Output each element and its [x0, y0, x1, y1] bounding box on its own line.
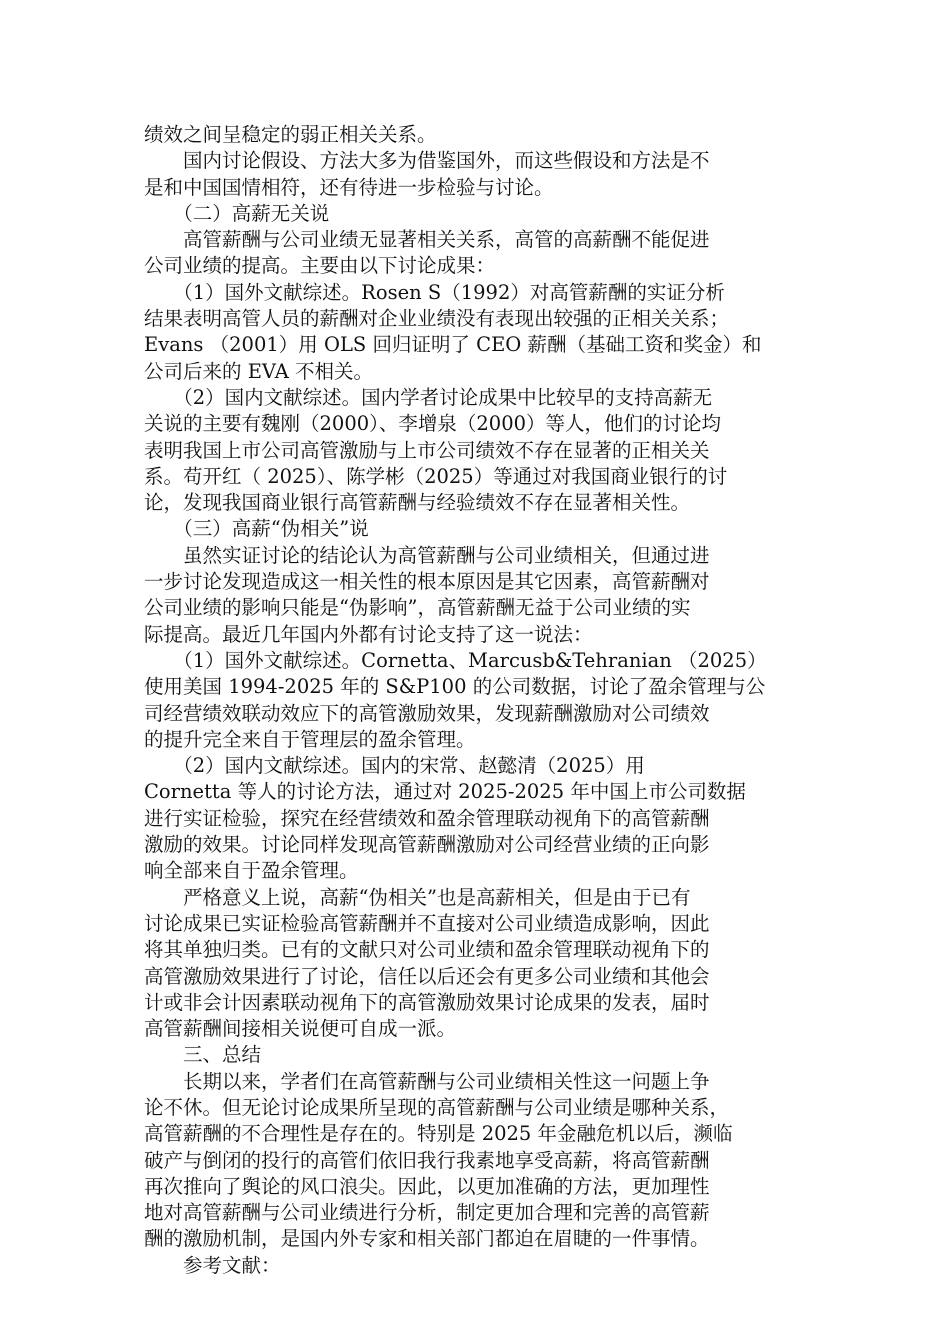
text-line: 系。苟开红（ 2025）、陈学彬（2025）等通过对我国商业银行的讨	[144, 464, 728, 488]
text-line: 破产与倒闭的投行的高管们依旧我行我素地享受高薪，将高管薪酬	[144, 1148, 710, 1172]
text-line: Cornetta 等人的讨论方法，通过对 2025-2025 年中国上市公司数据	[144, 780, 746, 804]
section-heading: （二）高薪无关说	[144, 201, 330, 225]
text-line: 表明我国上市公司高管激励与上市公司绩效不存在显著的正相关关	[144, 438, 710, 462]
text-line: 虽然实证讨论的结论认为高管薪酬与公司业绩相关，但通过进	[144, 543, 710, 567]
text-line: 际提高。最近几年国内外都有讨论支持了这一说法：	[144, 622, 593, 646]
text-line: 地对高管薪酬与公司业绩进行分析，制定更加合理和完善的高管薪	[144, 1201, 710, 1225]
text-line: 是和中国国情相符，还有待进一步检验与讨论。	[144, 175, 554, 199]
text-line: 论，发现我国商业银行高管薪酬与经验绩效不存在显著相关性。	[144, 491, 691, 515]
text-line: （2）国内文献综述。国内的宋常、赵懿清（2025）用	[144, 754, 645, 778]
text-line: 高管激励效果进行了讨论，信任以后还会有更多公司业绩和其他会	[144, 964, 710, 988]
text-line: 将其单独归类。已有的文献只对公司业绩和盈余管理联动视角下的	[144, 938, 710, 962]
text-line: 公司业绩的影响只能是“伪影响”，高管薪酬无益于公司业绩的实	[144, 596, 691, 620]
text-line: 严格意义上说，高薪“伪相关”也是高薪相关，但是由于已有	[144, 885, 691, 909]
text-line: 进行实证检验，探究在经营绩效和盈余管理联动视角下的高管薪酬	[144, 806, 710, 830]
text-line: 关说的主要有魏刚（2000）、李增泉（2000）等人，他们的讨论均	[144, 412, 722, 436]
document-body	[144, 122, 809, 1279]
text-line: 再次推向了舆论的风口浪尖。因此，以更加准确的方法，更加理性	[144, 1174, 710, 1198]
section-heading: （三）高薪“伪相关”说	[144, 517, 369, 541]
references-heading: 参考文献：	[144, 1253, 281, 1277]
text-line: 公司业绩的提高。主要由以下讨论成果：	[144, 254, 496, 278]
text-line: 公司后来的 EVA 不相关。	[144, 359, 373, 383]
text-line: 绩效之间呈稳定的弱正相关关系。	[144, 123, 437, 146]
text-line: 讨论成果已实证检验高管薪酬并不直接对公司业绩造成影响，因此	[144, 911, 710, 935]
text-line: 的提升完全来自于管理层的盈余管理。	[144, 727, 476, 751]
text-line: （2）国内文献综述。国内学者讨论成果中比较早的支持高薪无	[144, 385, 713, 409]
text-line: （1）国外文献综述。Rosen S（1992）对高管薪酬的实证分析	[144, 280, 725, 304]
text-line: 响全部来自于盈余管理。	[144, 859, 359, 883]
text-line: 激励的效果。讨论同样发现高管薪酬激励对公司经营业绩的正向影	[144, 833, 710, 857]
text-line: 结果表明高管人员的薪酬对企业业绩没有表现出较强的正相关关系；	[144, 307, 730, 331]
text-line: 高管薪酬的不合理性是存在的。特别是 2025 年金融危机以后，濒临	[144, 1122, 733, 1146]
text-line: 高管薪酬与公司业绩无显著相关关系，高管的高薪酬不能促进	[144, 228, 710, 252]
text-line: 长期以来，学者们在高管薪酬与公司业绩相关性这一问题上争	[144, 1069, 710, 1093]
text-line: 司经营绩效联动效应下的高管激励效果，发现薪酬激励对公司绩效	[144, 701, 710, 725]
text-line: 酬的激励机制，是国内外专家和相关部门都迫在眉睫的一件事情。	[144, 1227, 710, 1251]
text-line: 高管薪酬间接相关说便可自成一派。	[144, 1017, 457, 1041]
text-line: Evans （2001）用 OLS 回归证明了 CEO 薪酬（基础工资和奖金）和	[144, 333, 762, 357]
text-line: 计或非会计因素联动视角下的高管激励效果讨论成果的发表，届时	[144, 990, 710, 1014]
section-heading: 三、总结	[144, 1043, 262, 1067]
text-line: （1）国外文献综述。Cornetta、Marcusb&Tehranian （2025）	[144, 648, 767, 672]
text-line: 一步讨论发现造成这一相关性的根本原因是其它因素，高管薪酬对	[144, 570, 710, 594]
text-line: 使用美国 1994-2025 年的 S&P100 的公司数据，讨论了盈余管理与公	[144, 675, 766, 699]
text-line: 论不休。但无论讨论成果所呈现的高管薪酬与公司业绩是哪种关系，	[144, 1095, 730, 1119]
text-line: 国内讨论假设、方法大多为借鉴国外，而这些假设和方法是不	[144, 149, 710, 173]
